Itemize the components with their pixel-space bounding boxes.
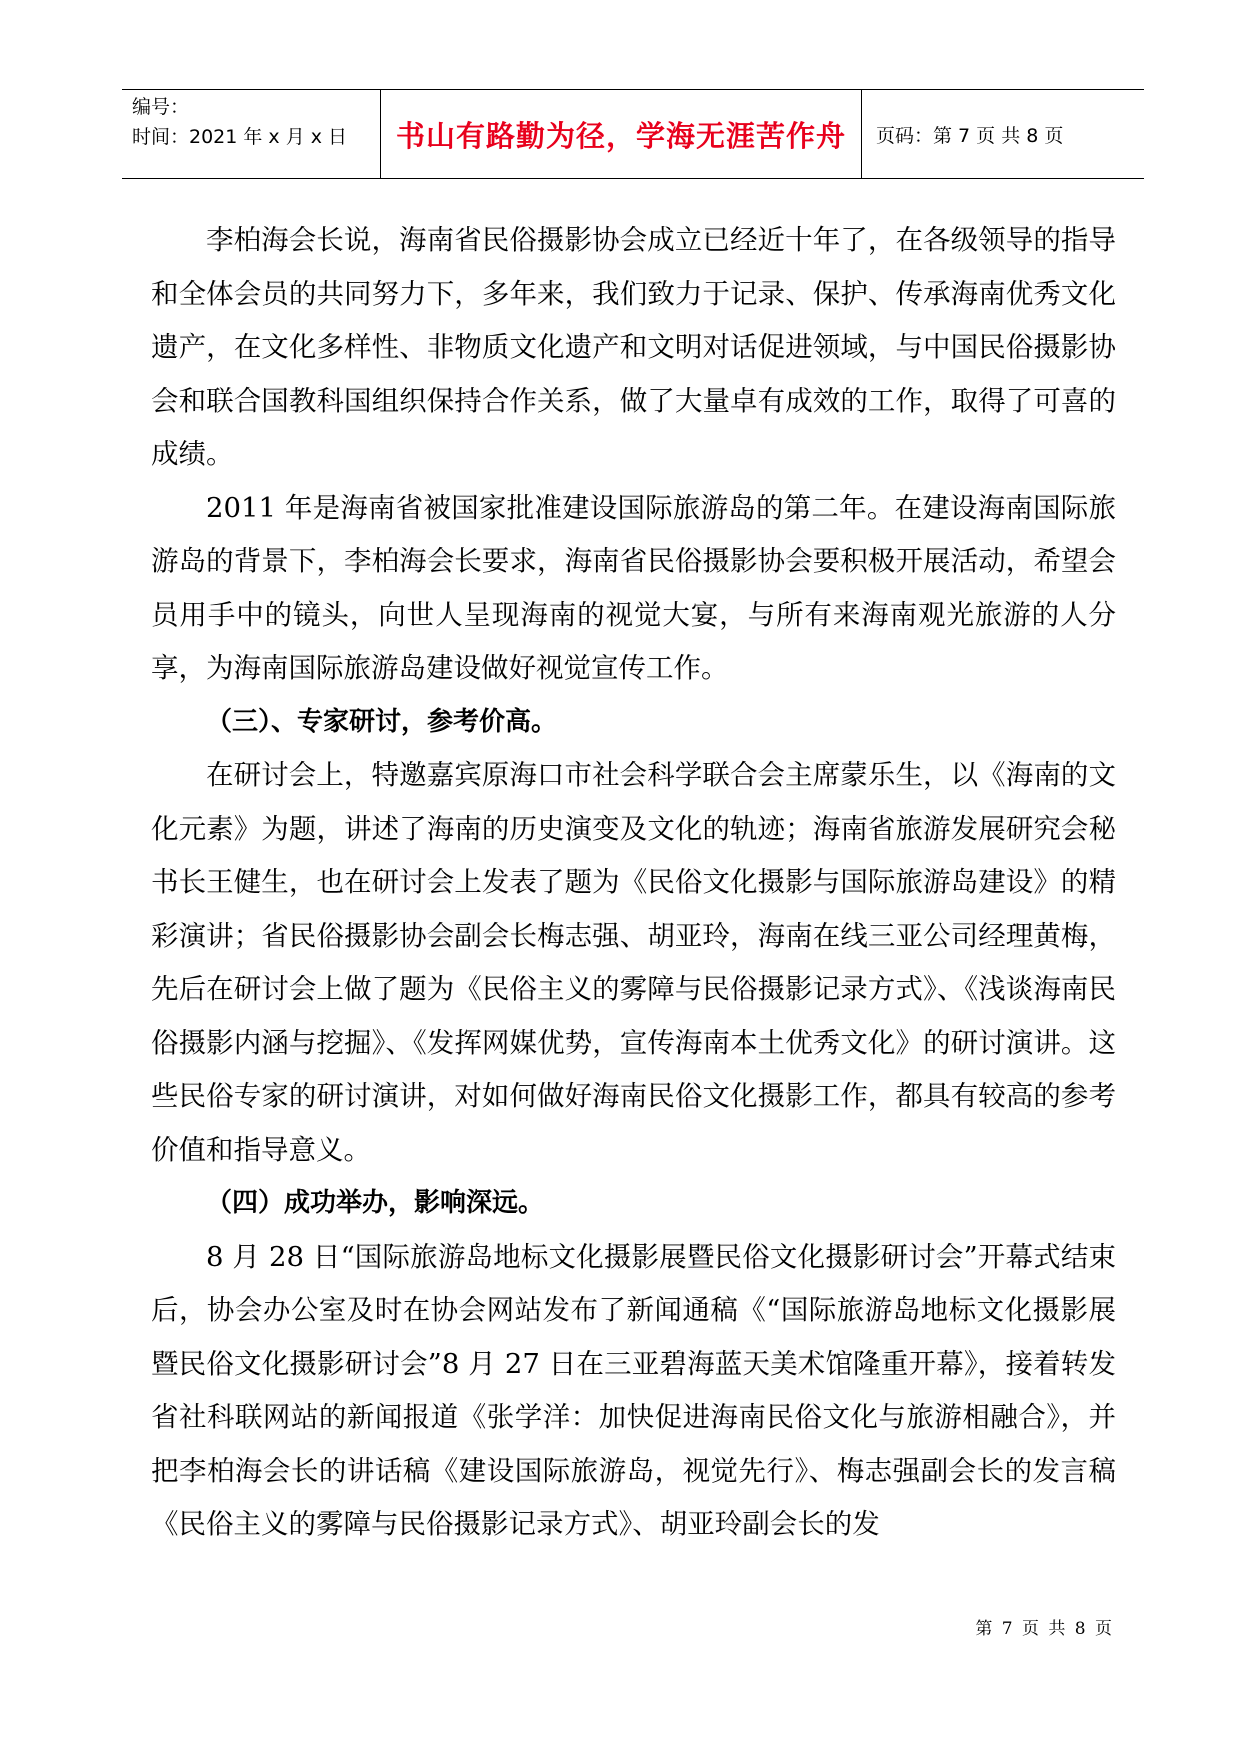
- header-meta: [122, 90, 381, 178]
- document-body: [151, 214, 1116, 1552]
- header-page-code: 页码：第 7 页 共 8 页: [876, 124, 1064, 147]
- paragraph-3: 在研讨会上，特邀嘉宾原海口市社会科学联合会主席蒙乐生，以《海南的文化元素》为题，讲述了海南的历史演变及文化的轨迹；海南省旅游发展研究会秘书长王健生，也在研讨会上发表了题为《民俗文化摄影与国际旅游岛建设》的精彩演讲；省民俗摄影协会副会长梅志强、胡亚玲，海南在线三亚公司经理黄梅，先后在研讨会上做了题为《民俗主义的雾障与民俗摄影记录方式》、《浅谈海南民俗摄影内涵与挖掘》、《发挥网媒优势，宣传海南本土优秀文化》的研讨演讲。这些民俗专家的研讨演讲，对如何做好海南民俗文化摄影工作，都具有较高的参考价值和指导意义。: [151, 759, 1116, 1166]
- paragraph-4: 8 月 28 日“国际旅游岛地标文化摄影展暨民俗文化摄影研讨会”开幕式结束后，协会办公室及时在协会网站发布了新闻通稿《“国际旅游岛地标文化摄影展暨民俗文化摄影研讨会”8 月 27 日在三亚碧海蓝天美术馆隆重开幕》，接着转发省社科联网站的新闻报道《张学洋：加快促进海南民俗文化与旅游相融合》，并把李柏海会长的讲话稿《建设国际旅游岛，视觉先行》、梅志强副会长的发言稿《民俗主义的雾障与民俗摄影记录方式》、胡亚玲副会长的发: [151, 1240, 1116, 1540]
- document-number: 编号：: [132, 96, 190, 118]
- paragraph-1: 李柏海会长说，海南省民俗摄影协会成立已经近十年了，在各级领导的指导和全体会员的共同努力下，多年来，我们致力于记录、保护、传承海南优秀文化遗产，在文化多样性、非物质文化遗产和文明对话促进领域，与中国民俗摄影协会和联合国教科国组织保持合作关系，做了大量卓有成效的工作，取得了可喜的成绩。: [151, 224, 1116, 470]
- section-heading-3: （三）、专家研讨，参考价高。: [206, 706, 558, 737]
- header-motto: 书山有路勤为径，学海无涯苦作舟: [395, 118, 846, 153]
- page-footer: 第 7 页 共 8 页: [975, 1619, 1114, 1639]
- header-page-cell: [862, 90, 1144, 178]
- document-date: 时间：2021 年 x 月 x 日: [132, 126, 348, 148]
- section-heading-4: （四）成功举办，影响深远。: [206, 1188, 545, 1218]
- page-header: [122, 89, 1144, 179]
- paragraph-2: 2011 年是海南省被国家批准建设国际旅游岛的第二年。在建设海南国际旅游岛的背景下，李柏海会长要求，海南省民俗摄影协会要积极开展活动，希望会员用手中的镜头，向世人呈现海南的视觉大宴，与所有来海南观光旅游的人分享，为海南国际旅游岛建设做好视觉宣传工作。: [151, 491, 1116, 684]
- header-motto-cell: [381, 90, 862, 178]
